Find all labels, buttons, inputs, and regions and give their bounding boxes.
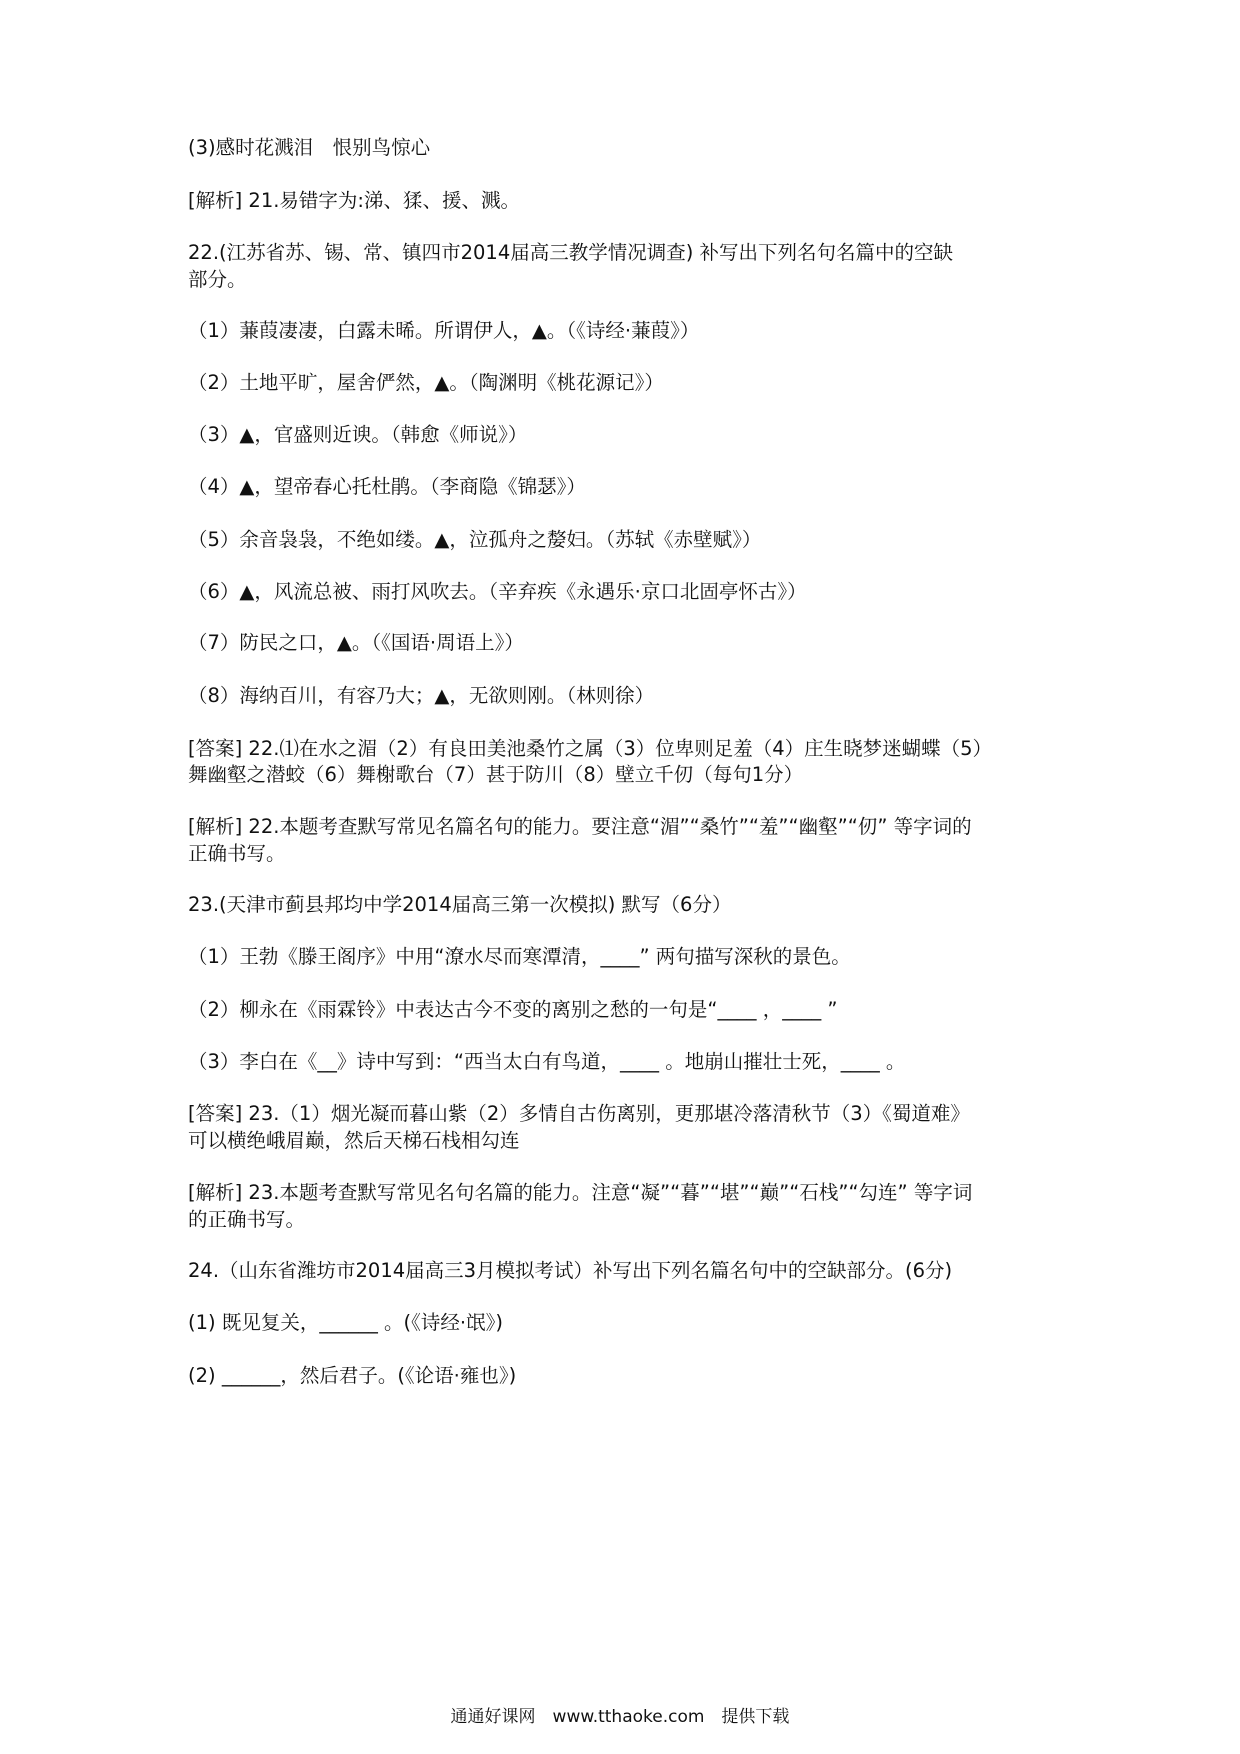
text-line: （2）柳永在《雨霖铃》中表达古今不变的离别之愁的一句是“____ ，____ ” (188, 998, 838, 1021)
page-footer: 通通好课网 www.tthaoke.com 提供下载 (450, 1707, 790, 1727)
text-line: (1) 既见复关，______ 。(《诗经·氓》) (188, 1311, 503, 1334)
text-line: （4）▲，望帝春心托杜鹃。（李商隐《锦瑟》） (188, 475, 586, 498)
text-line: 正确书写。 (188, 842, 286, 865)
text-line: 24.（山东省潍坊市2014届高三3月模拟考试）补写出下列名篇名句中的空缺部分。(6分) (188, 1259, 953, 1282)
text-line: （7）防民之口，▲。（《国语·周语上》） (188, 631, 524, 654)
text-line: （5）余音袅袅，不绝如缕。▲，泣孤舟之嫠妇。（苏轼《赤壁赋》） (188, 528, 762, 551)
text-line: （6）▲，风流总被、雨打风吹去。（辛弃疾《永遇乐·京口北固亭怀古》） (188, 580, 807, 603)
text-line: （3）李白在《__》诗中写到：“西当太白有鸟道，____ 。地崩山摧壮士死，____ 。 (188, 1050, 906, 1073)
text-line: 部分。 (188, 268, 247, 291)
text-line: （1）蒹葭凄凄，白露未晞。所谓伊人，▲。（《诗经·蒹葭》） (188, 319, 700, 342)
text-line: (3)感时花溅泪 恨别鸟惊心 (188, 136, 431, 159)
text-line: [答案] 22.⑴在水之湄（2）有良田美池桑竹之属（3）位卑则足羞（4）庄生晓梦迷蝴蝶（5） (188, 737, 993, 760)
text-line: 22.(江苏省苏、锡、常、镇四市2014届高三教学情况调查) 补写出下列名句名篇中的空缺 (188, 241, 954, 264)
text-line: （2）土地平旷，屋舍俨然，▲。（陶渊明《桃花源记》） (188, 371, 664, 394)
text-line: [解析] 22.本题考查默写常见名篇名句的能力。要注意“湄”“桑竹”“羞”“幽壑”“仞” 等字词的 (188, 815, 972, 838)
text-line: 23.(天津市蓟县邦均中学2014届高三第一次模拟) 默写（6分） (188, 893, 732, 916)
text-line: 可以横绝峨眉巅，然后天梯石栈相勾连 (188, 1129, 520, 1152)
text-line: [解析] 23.本题考查默写常见名句名篇的能力。注意“凝”“暮”“堪”“巅”“石栈”“勾连” 等字词 (188, 1181, 973, 1204)
text-line: （8）海纳百川，有容乃大；▲，无欲则刚。（林则徐） (188, 684, 655, 707)
text-line: （3）▲，官盛则近谀。（韩愈《师说》） (188, 423, 528, 446)
text-line: 的正确书写。 (188, 1208, 306, 1231)
text-line: [答案] 23.（1）烟光凝而暮山紫（2）多情自古伤离别，更那堪冷落清秋节（3）《蜀道难》 (188, 1102, 970, 1125)
text-line: (2) ______，然后君子。(《论语·雍也》) (188, 1364, 517, 1387)
document-page (188, 0, 1068, 1754)
text-line: [解析] 21.易错字为:涕、猱、援、溅。 (188, 189, 520, 212)
text-line: 舞幽壑之潜蛟（6）舞榭歌台（7）甚于防川（8）壁立千仞（每句1分） (188, 763, 804, 786)
text-line: （1）王勃《滕王阁序》中用“潦水尽而寒潭清，____” 两句描写深秋的景色。 (188, 945, 851, 968)
